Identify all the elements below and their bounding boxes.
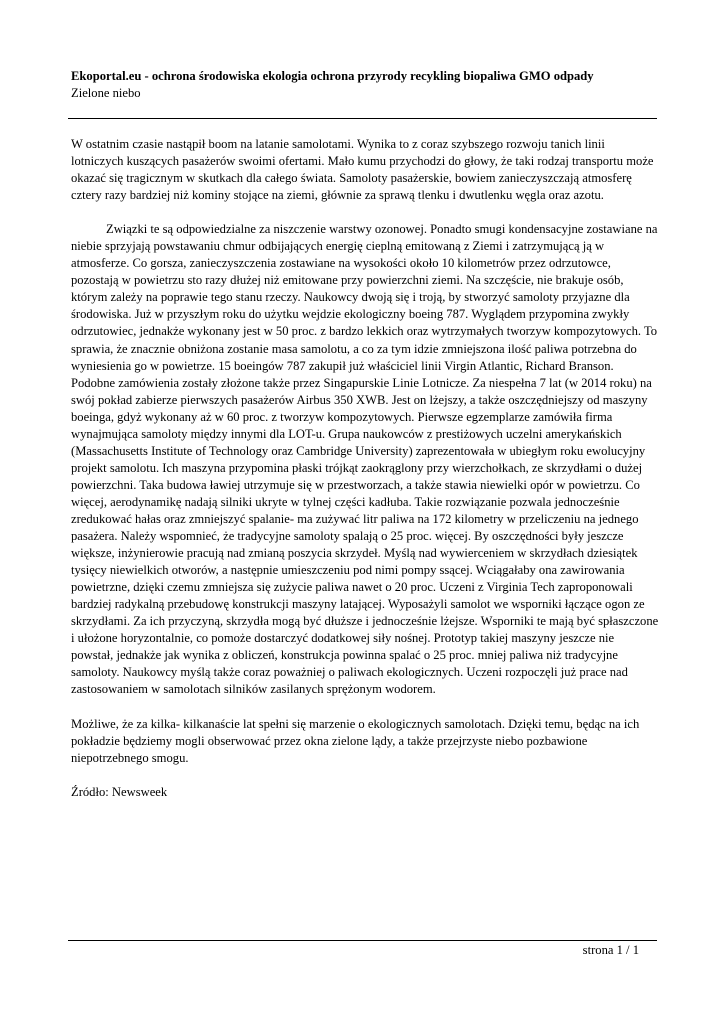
paragraph-main: Związki te są odpowiedzialne za niszczenie warstwy ozonowej. Ponadto smugi kondensacyjne zostawiane na niebie sprzyjają powstawaniu chmur odbijających energię cieplną emitowaną z Ziemi i zatrzymującą ją w atmosferze. Co gorsza, zanieczyszczenia zostawiane na wysokości około 10 kilometrów przez odrzutowce, pozostają w powietrzu sto razy dłużej niż emitowane przy powierzchni ziemi. Na szczęście, nie brakuje osób, którym zależy na poprawie tego stanu rzeczy. Naukowcy dwoją się i troją, by stworzyć samoloty przyjazne dla środowiska. Już w przyszłym roku do użytku wejdzie ekologiczny boeing 787. Wyglądem przypomina zwykły odrzutowiec, jednakże wykonany jest w 50 proc. z bardzo lekkich oraz wytrzymałych tworzyw kompozytowych. To sprawia, że znacznie obniżona zostanie masa samolotu, a co za tym idzie zmniejszona ilość paliwa potrzebna do wyniesienia go w powietrze. 15 boeingów 787 zakupił już właściciel linii Virgin Atlantic, Richard Branson. Podobne zamówienia zostały złożone także przez Singapurskie Linie Lotnicze. Za niespełna 7 lat (w 2014 roku) na swój pokład zabierze pierwszych pasażerów Airbus 350 XWB. Jest on lżejszy, a także oszczędniejszy od maszyny boeinga, gdyż wykonany aż w 60 proc. z tworzyw kompozytowych. Pierwsze egzemplarze zamówiła firma wynajmująca samoloty między innymi dla LOT-u. Grupa naukowców z prestiżowych uczelni amerykańskich (Massachusetts Institute of Technology oraz Cambridge University) zaprezentowała w ubiegłym roku ewolucyjny projekt samolotu. Ich maszyna przypomina płaski trójkąt zaokrąglony przy wierzchołkach, ze skrzydłami o dużej powierzchni. Taka budowa ławiej utrzymuje się w przestworzach, a także stawia niewielki opór w powietrzu. Co więcej, aerodynamikę nadają silniki ukryte w tylnej części kadłuba. Takie rozwiązanie pozwala jednocześnie zredukować hałas oraz zmniejszyć spalanie- ma zużywać litr paliwa na 172 kilometry w przeliczeniu na jednego pasażera. Należy wspomnieć, że tradycyjne samoloty spalają o 25 proc. więcej. By oszczędności były jeszcze większe, inżynierowie pracują nad zmianą poszycia skrzydeł. Myślą nad wywierceniem w skrzydłach dziesiątek tysięcy niewielkich otworów, a następnie umieszczeniu pod nimi pompy ssącej. Wciągałaby ona zawirowania powietrzne, dzięki czemu zmniejsza się zużycie paliwa nawet o 20 proc. Uczeni z Virginia Tech zaproponowali bardziej radykalną przebudowę konstrukcji maszyny latającej. Wyposażyli samolot we wsporniki łączące ogon ze skrzydłami. Za ich przyczyną, skrzydła mogą być dłuższe i jednocześnie lżejsze. Wsporniki te mają być spłaszczone i ułożone horyzontalnie, co pomoże dostarczyć dodatkowej siły nośnej. Prototyp takiej maszyny jeszcze nie powstał, jednakże jak wynika z obliczeń, konstrukcja powinna spalać o 25 proc. mniej paliwa niż tradycyjne samoloty. Naukowcy myślą także coraz poważniej o paliwach ekologicznych. Uczeni rozpoczęli już prace nad zastosowaniem w samolotach silników zasilanych sprężonym wodorem. — [71, 222, 659, 697]
source-note: Źródło: Newsweek — [71, 784, 168, 799]
page-number: strona 1 / 1 — [582, 943, 639, 957]
site-title: Ekoportal.eu - ochrona środowiska ekologia ochrona przyrody recykling biopaliwa GMO odpady — [71, 69, 594, 83]
footer-divider — [68, 940, 657, 941]
header-divider — [68, 118, 657, 119]
paragraph-intro: W ostatnim czasie nastąpił boom na latanie samolotami. Wynika to z coraz szybszego rozwoju tanich linii lotniczych kuszących pasażerów swoimi ofertami. Mało kumu przychodzi do głowy, że taki rodzaj transportu może okazać się tragicznym w skutkach dla całego świata. Samoloty pasażerskie, bowiem zanieczyszczają atmosferę cztery razy bardziej niż kominy stojące na ziemi, głównie za sprawą tlenku i dwutlenku węgla oraz azotu. — [71, 137, 654, 203]
document-header — [71, 68, 661, 102]
paragraph-conclusion: Możliwe, że za kilka- kilkanaście lat spełni się marzenie o ekologicznych samolotach. Dzięki temu, będąc na ich pokładzie będziemy mogli obserwować przez okna zielone lądy, a także przejrzyste niebo pozbawione niepotrzebnego smogu. — [71, 716, 640, 765]
article-body — [71, 136, 659, 818]
article-title: Zielone niebo — [71, 86, 141, 100]
